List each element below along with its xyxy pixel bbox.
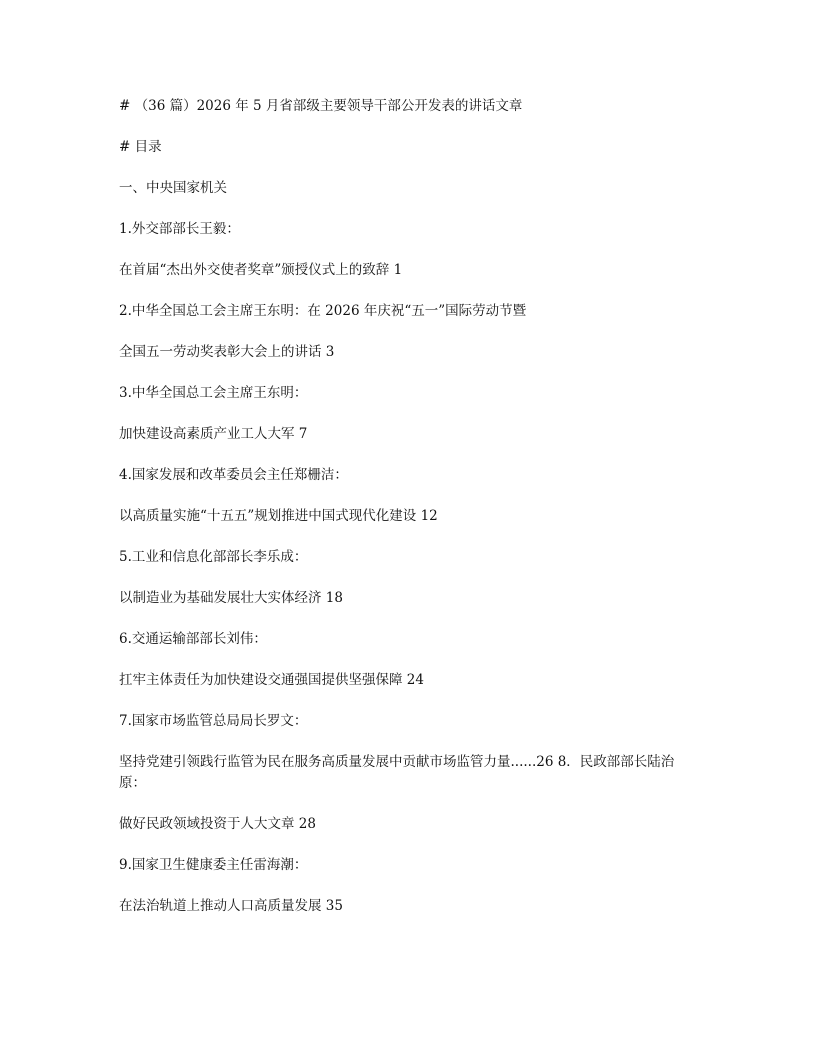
- toc-entry-title: 以制造业为基础发展壮大实体经济 18: [119, 590, 343, 606]
- toc-entry-title: 在法治轨道上推动人口高质量发展 35: [119, 898, 343, 914]
- toc-entry-author: 3.中华全国总工会主席王东明：: [119, 385, 308, 401]
- toc-entry-author: 7.国家市场监管总局局长罗文：: [119, 713, 308, 729]
- toc-entry-author: 9.国家卫生健康委主任雷海潮：: [119, 857, 308, 873]
- toc-entry-author: 6.交通运输部部长刘伟：: [119, 631, 267, 647]
- toc-entry-title: 加快建设高素质产业工人大军 7: [119, 426, 308, 442]
- toc-entry-author: 5.工业和信息化部部长李乐成：: [119, 549, 308, 565]
- toc-entry-author: 4.国家发展和改革委员会主任郑栅洁：: [119, 467, 348, 483]
- toc-entry-title: 以高质量实施“十五五”规划推进中国式现代化建设 12: [119, 508, 438, 524]
- toc-entry-title: 坚持党建引领践行监管为民在服务高质量发展中贡献市场监管力量......26 8．民政部部长陆治原：: [119, 754, 675, 791]
- toc-entry-title: 扛牢主体责任为加快建设交通强国提供坚强保障 24: [119, 672, 424, 688]
- toc-heading: # 目录: [119, 139, 162, 155]
- toc-entry-title: 全国五一劳动奖表彰大会上的讲话 3: [119, 344, 335, 360]
- toc-entry-title: 在首届“杰出外交使者奖章”颁授仪式上的致辞 1: [119, 262, 403, 278]
- toc-entry-author: 1.外交部部长王毅：: [119, 221, 240, 237]
- section-heading: 一、中央国家机关: [119, 180, 227, 196]
- toc-entry-author: 2.中华全国总工会主席王东明：在 2026 年庆祝“五一”国际劳动节暨: [119, 303, 527, 319]
- document-title: # （36 篇）2026 年 5 月省部级主要领导干部公开发表的讲话文章: [119, 98, 523, 114]
- toc-entry-title: 做好民政领域投资于人大文章 28: [119, 816, 316, 832]
